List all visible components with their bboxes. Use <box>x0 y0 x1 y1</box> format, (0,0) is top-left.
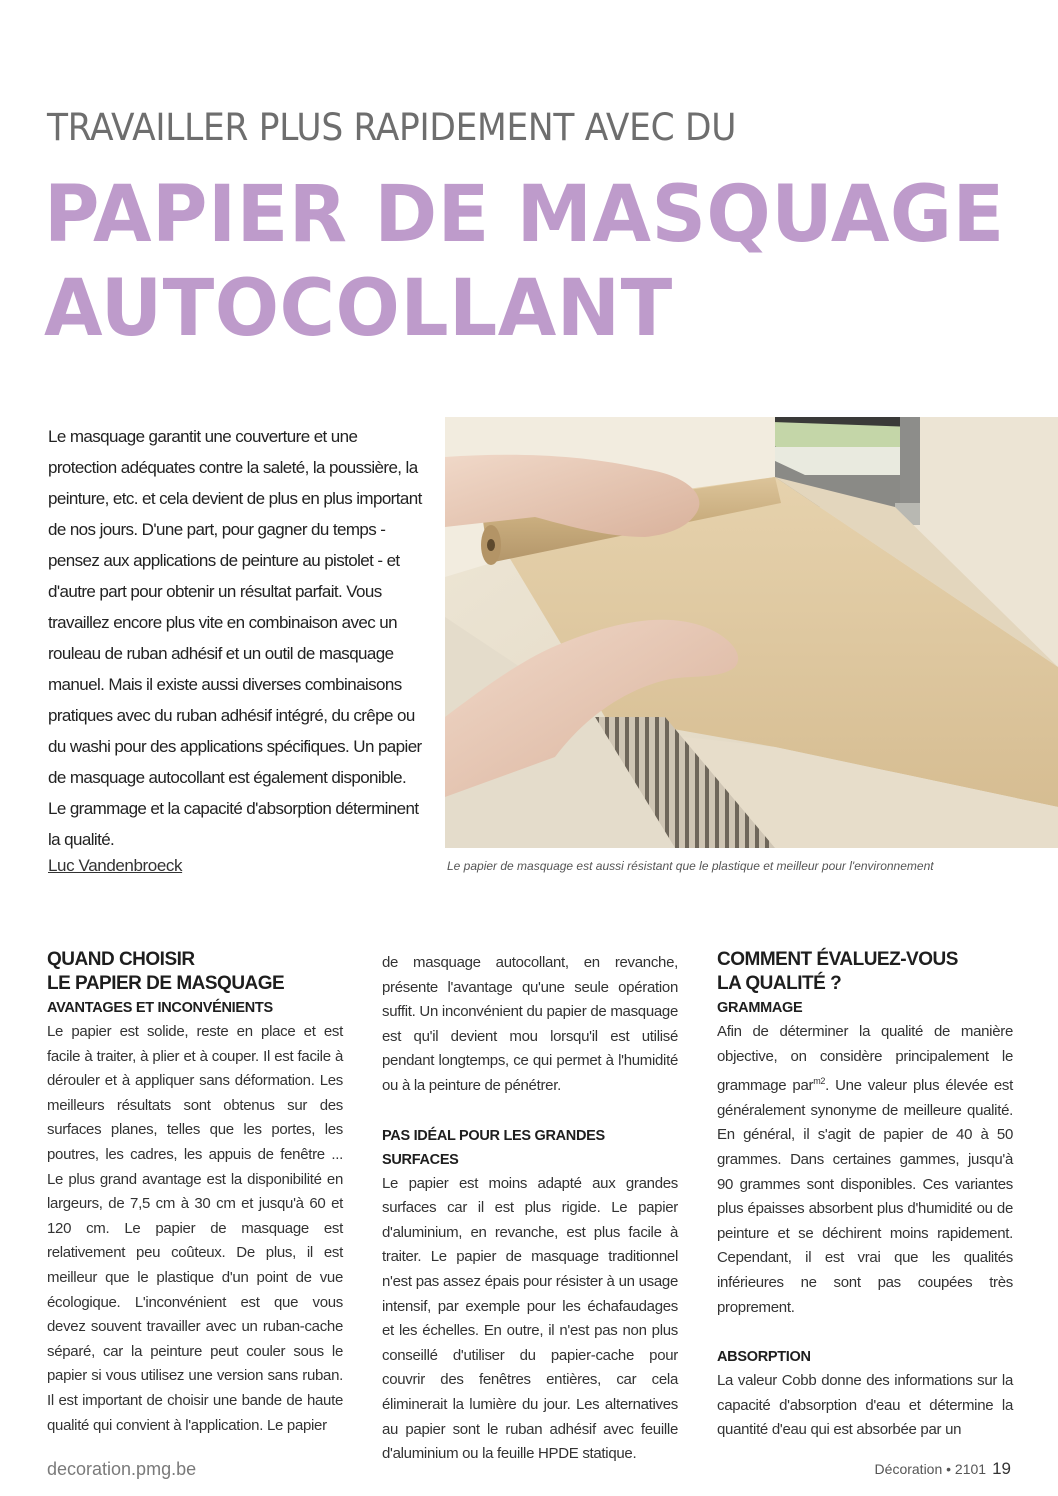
footer-website: decoration.pmg.be <box>47 1459 197 1479</box>
photo-caption: Le papier de masquage est aussi résistant que le plastique et meilleur pour l'environnement <box>447 859 934 873</box>
heading-line-1: COMMENT ÉVALUEZ-VOUS <box>717 949 958 970</box>
article-headline <box>44 168 1005 356</box>
section-heading-quality <box>717 948 1013 996</box>
page-number: 19 <box>992 1459 1011 1478</box>
heading-line-2: LA QUALITÉ ? <box>717 973 842 994</box>
article-photo <box>445 417 1058 848</box>
column-3 <box>717 948 1013 1443</box>
footer-issue-info <box>875 1459 1011 1479</box>
heading-line-1: QUAND CHOISIR <box>47 949 195 970</box>
section-heading-when-to-choose <box>47 948 343 996</box>
headline-line-2: AUTOCOLLANT <box>44 264 673 354</box>
column-1 <box>47 948 343 1438</box>
subheading-pros-cons: AVANTAGES ET INCONVÉNIENTS <box>47 1000 273 1016</box>
body-text-absorption: La valeur Cobb donne des informations sur la capacité d'absorption d'eau et détermine la quantité d'eau qui est absorbée par un <box>717 1372 1013 1439</box>
heading-line-2: LE PAPIER DE MASQUAGE <box>47 973 285 994</box>
body-text-continued: de masquage autocollant, en revanche, présente l'avantage qu'une seule opération suffit. Un inconvénient du papier de masquage est qu'il devient mou lorsqu'il est utilisé pendant longtemps, ce qui permet à l'humidité ou à la peinture de pénétrer. <box>382 954 678 1094</box>
body-text: Le papier est moins adapté aux grandes surfaces car il est plus rigide. Le papier d'aluminium, en revanche, est plus facile à traiter. Le papier de masquage traditionnel n'est pas assez épais pour résister à un usage intensif, par exemple pour les échafaudages et les échelles. En outre, il n'est pas non plus conseillé d'utiliser du papier-cache pour couvrir des fenêtres entières, car cela éliminerait la lumière du jour. Les alternatives au papier sont le ruban adhésif avec feuille d'aluminium ou la feuille HPDE statique. <box>382 1174 678 1463</box>
article-author: Luc Vandenbroeck <box>48 856 183 875</box>
article-kicker: TRAVAILLER PLUS RAPIDEMENT AVEC DU <box>47 106 737 149</box>
subheading-grammage: GRAMMAGE <box>717 1000 803 1016</box>
column-2 <box>382 951 678 1467</box>
grammage-text-end: . Une valeur plus élevée est généralement synonyme de meilleure qualité. En général, il s'agit de papier de 40 à 50 grammes. Dans certaines gammes, jusqu'à 90 grammes sont disponibles. Ces variantes plus épaisses absorbent plus d'humidité ou de peinture et se déchirent moins rapidement. Cependant, il est vrai que les qualités inférieures ne sont pas coupées très proprement. <box>717 1077 1013 1316</box>
headline-line-1: PAPIER DE MASQUAGE <box>44 170 1005 260</box>
article-intro: Le masquage garantit une couverture et une protection adéquates contre la saleté, la poussière, la peinture, etc. et cela devient de plus en plus important de nos jours. D'une part, pour gagner du temps - pensez aux applications de peinture au pistolet - et d'autre part pour obtenir un résultat parfait. Vous travaillez encore plus vite en combinaison avec un rouleau de ruban adhésif et un outil de masquage manuel. Mais il existe aussi diverses combinaisons pratiques avec du ruban adhésif intégré, du crêpe ou du washi pour des applications spécifiques. Un papier de masquage autocollant est également disponible. Le grammage et la capacité d'absorption déterminent la qualité. <box>48 427 422 849</box>
body-text: Le papier est solide, reste en place et est facile à traiter, à plier et à couper. Il est facile à dérouler et à appliquer sans déformation. Les meilleurs résultats sont obtenus sur des surfaces planes, telles que les portes, les poutres, les cadres, les appuis de fenêtre ... Le plus grand avantage est la disponibilité en largeurs, de 7,5 cm à 30 cm et jusqu'à 60 et 120 cm. Le papier de masquage est relativement peu coûteux. De plus, il est meilleur que le plastique d'un point de vue écologique. L'inconvénient est que vous devez souvent travailler avec un ruban-cache séparé, car la peinture peut couler sous le papier si vous utilisez une version sans ruban. Il est important de choisir une bande de haute qualité qui convient à l'application. Le papier <box>47 1023 343 1434</box>
subheading-large-surfaces: PAS IDÉAL POUR LES GRANDES SURFACES <box>382 1127 605 1168</box>
footer-issue: Décoration • 2101 <box>874 1461 987 1477</box>
body-text-grammage <box>717 1020 1013 1320</box>
grammage-text-start: Afin de déterminer la qualité de manière objective, on considère principalement le grammage par <box>717 1023 1013 1095</box>
unit-superscript: m2 <box>813 1076 826 1087</box>
subheading-absorption: ABSORPTION <box>717 1349 811 1366</box>
